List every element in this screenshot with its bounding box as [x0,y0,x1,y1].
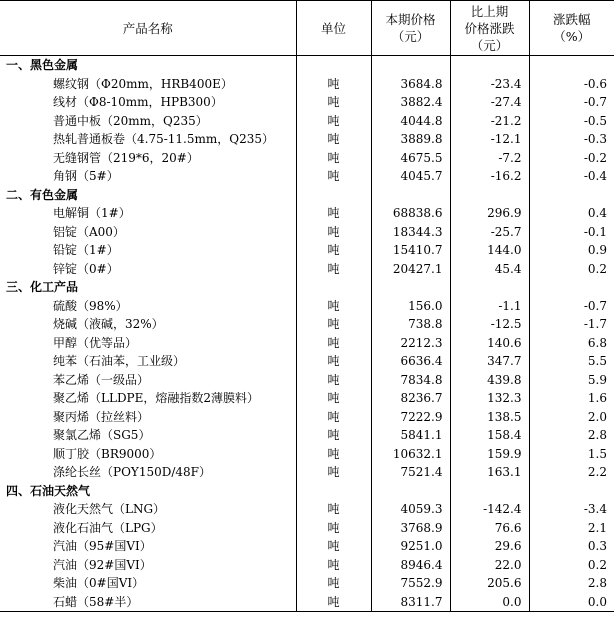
table-row [0,204,614,223]
table-row [0,500,614,519]
change-cell: -142.4 [450,500,529,519]
unit-cell [296,186,371,205]
change-cell: 22.0 [450,556,529,575]
change-cell: 29.6 [450,537,529,556]
percent-cell [529,56,614,75]
change-cell [450,186,529,205]
percent-cell: 0.2 [529,556,614,575]
change-cell: -16.2 [450,167,529,186]
product-name: 纯苯（石油苯，工业级） [53,354,186,369]
percent-cell: 5.9 [529,371,614,390]
percent-cell: 2.8 [529,574,614,593]
product-name: 甲醇（优等品） [53,335,138,350]
percent-cell: 0.9 [529,241,614,260]
unit-cell: 吨 [296,352,371,371]
change-cell: 45.4 [450,260,529,279]
product-name: 顺丁胶（BR9000） [53,446,162,461]
unit-cell: 吨 [296,93,371,112]
table-row [0,389,614,408]
table-row [0,112,614,131]
change-cell: -23.4 [450,75,529,94]
header-row [0,1,614,56]
unit-cell [296,278,371,297]
unit-cell: 吨 [296,223,371,242]
unit-cell: 吨 [296,408,371,427]
price-cell [371,278,450,297]
category-row [0,482,614,501]
change-cell: -25.7 [450,223,529,242]
price-cell: 2212.3 [371,334,450,353]
percent-cell: 2.8 [529,426,614,445]
price-cell: 18344.3 [371,223,450,242]
percent-cell: 2.1 [529,519,614,538]
percent-cell: -3.4 [529,500,614,519]
change-cell: 158.4 [450,426,529,445]
change-cell: -21.2 [450,112,529,131]
change-cell: 140.6 [450,334,529,353]
category-row [0,278,614,297]
price-cell [371,186,450,205]
product-name: 液化天然气（LNG） [53,502,166,517]
product-name: 热轧普通板卷（4.75-11.5mm，Q235） [53,132,274,147]
table-row [0,426,614,445]
change-cell: 76.6 [450,519,529,538]
price-cell: 7552.9 [371,574,450,593]
percent-cell: -0.7 [529,93,614,112]
percent-cell: 1.5 [529,445,614,464]
change-cell: 132.3 [450,389,529,408]
price-cell: 3684.8 [371,75,450,94]
header-unit: 单位 [296,1,371,56]
percent-cell [529,278,614,297]
unit-cell: 吨 [296,371,371,390]
price-cell: 20427.1 [371,260,450,279]
table-row [0,556,614,575]
price-cell: 10632.1 [371,445,450,464]
change-cell: 296.9 [450,204,529,223]
change-cell: 138.5 [450,408,529,427]
table-row [0,537,614,556]
price-cell: 4675.5 [371,149,450,168]
product-name: 烧碱（液碱，32%） [53,317,164,332]
price-cell: 8311.7 [371,593,450,612]
product-name: 角钢（5#） [53,169,119,184]
unit-cell: 吨 [296,241,371,260]
category-label: 二、有色金属 [6,187,79,202]
price-cell: 3768.9 [371,519,450,538]
percent-cell [529,482,614,501]
product-name: 汽油（92#国VI） [53,557,152,572]
product-name: 柴油（0#国VI） [53,576,145,591]
percent-cell: 2.2 [529,463,614,482]
price-cell: 8236.7 [371,389,450,408]
change-cell: 163.1 [450,463,529,482]
price-cell: 156.0 [371,297,450,316]
price-cell: 9251.0 [371,537,450,556]
unit-cell: 吨 [296,130,371,149]
unit-cell: 吨 [296,426,371,445]
percent-cell: 6.8 [529,334,614,353]
unit-cell: 吨 [296,389,371,408]
unit-cell: 吨 [296,593,371,612]
percent-cell: -0.6 [529,75,614,94]
percent-cell: -0.2 [529,149,614,168]
percent-cell: 0.3 [529,537,614,556]
change-cell: 347.7 [450,352,529,371]
product-name: 电解铜（1#） [53,206,131,221]
unit-cell: 吨 [296,315,371,334]
table-row [0,408,614,427]
unit-cell: 吨 [296,556,371,575]
price-cell: 4059.3 [371,500,450,519]
product-name: 涤纶长丝（POY150D/48F） [53,465,211,480]
table-row [0,167,614,186]
change-cell: 0.0 [450,593,529,612]
header-change-percent: 涨跌幅 （%） [529,1,614,56]
price-cell: 4045.7 [371,167,450,186]
table-row [0,93,614,112]
percent-cell: 0.4 [529,204,614,223]
unit-cell: 吨 [296,334,371,353]
percent-cell: 1.6 [529,389,614,408]
unit-cell: 吨 [296,500,371,519]
table-row [0,297,614,316]
product-name: 液化石油气（LPG） [53,520,163,535]
percent-cell: 0.2 [529,260,614,279]
change-cell [450,278,529,297]
table-row [0,445,614,464]
percent-cell: -0.5 [529,112,614,131]
percent-cell: -0.4 [529,167,614,186]
unit-cell: 吨 [296,260,371,279]
product-name: 无缝钢管（219*6，20#） [53,150,199,165]
price-cell: 7834.8 [371,371,450,390]
product-name: 聚乙烯（LLDPE，熔融指数2薄膜料） [53,391,260,406]
unit-cell [296,56,371,75]
header-price-change: 比上期 价格涨跌 （元） [450,1,529,56]
price-cell: 3889.8 [371,130,450,149]
change-cell: 144.0 [450,241,529,260]
product-name: 石蜡（58#半） [53,594,139,609]
category-label: 一、黑色金属 [6,58,79,73]
price-cell: 6636.4 [371,352,450,371]
unit-cell: 吨 [296,75,371,94]
percent-cell: -0.3 [529,130,614,149]
unit-cell: 吨 [296,167,371,186]
product-name: 苯乙烯（一级品） [53,372,150,387]
unit-cell: 吨 [296,574,371,593]
change-cell: -27.4 [450,93,529,112]
unit-cell: 吨 [296,537,371,556]
table-row [0,241,614,260]
change-cell: -12.5 [450,315,529,334]
percent-cell: -0.7 [529,297,614,316]
price-cell: 738.8 [371,315,450,334]
table-row [0,315,614,334]
percent-cell: 5.5 [529,352,614,371]
unit-cell: 吨 [296,112,371,131]
table-row [0,130,614,149]
change-cell: -12.1 [450,130,529,149]
product-name: 锌锭（0#） [53,261,119,276]
category-label: 三、化工产品 [6,280,79,295]
table-row [0,371,614,390]
table-header [0,1,614,56]
table-row [0,149,614,168]
price-cell [371,56,450,75]
category-row [0,186,614,205]
product-name: 汽油（95#国VI） [53,539,152,554]
header-product-name: 产品名称 [122,20,173,36]
change-cell: 439.8 [450,371,529,390]
percent-cell: -0.1 [529,223,614,242]
table-row [0,260,614,279]
percent-cell: 0.0 [529,593,614,612]
price-cell: 68838.6 [371,204,450,223]
category-label: 四、石油天然气 [6,483,91,498]
product-name: 聚氯乙烯（SG5） [53,428,151,443]
table-body [0,56,614,612]
change-cell: -1.1 [450,297,529,316]
price-cell: 7222.9 [371,408,450,427]
unit-cell [296,482,371,501]
price-cell: 5841.1 [371,426,450,445]
product-name: 铝锭（A00） [53,224,125,239]
table-row [0,75,614,94]
header-current-price: 本期价格 （元） [371,1,450,56]
price-cell: 3882.4 [371,93,450,112]
change-cell: 205.6 [450,574,529,593]
unit-cell: 吨 [296,149,371,168]
table-row [0,463,614,482]
change-cell [450,56,529,75]
table-row [0,352,614,371]
price-cell: 4044.8 [371,112,450,131]
product-name: 普通中板（20mm，Q235） [53,113,208,128]
unit-cell: 吨 [296,204,371,223]
price-cell [371,482,450,501]
unit-cell: 吨 [296,297,371,316]
table-row [0,574,614,593]
price-cell: 8946.4 [371,556,450,575]
price-cell: 15410.7 [371,241,450,260]
table-row [0,334,614,353]
product-name: 聚丙烯（拉丝料） [53,409,150,424]
change-cell: 159.9 [450,445,529,464]
table-row [0,593,614,612]
percent-cell: 2.0 [529,408,614,427]
percent-cell: -1.7 [529,315,614,334]
change-cell [450,482,529,501]
price-cell: 7521.4 [371,463,450,482]
change-cell: -7.2 [450,149,529,168]
category-row [0,56,614,75]
product-name: 线材（Φ8-10mm，HPB300） [53,95,223,110]
product-name: 硫酸（98%） [53,298,128,313]
table-row [0,519,614,538]
percent-cell [529,186,614,205]
product-name: 铅锭（1#） [53,243,119,258]
unit-cell: 吨 [296,445,371,464]
unit-cell: 吨 [296,463,371,482]
table-row [0,223,614,242]
product-name: 螺纹钢（Φ20mm，HRB400E） [53,76,233,91]
unit-cell: 吨 [296,519,371,538]
